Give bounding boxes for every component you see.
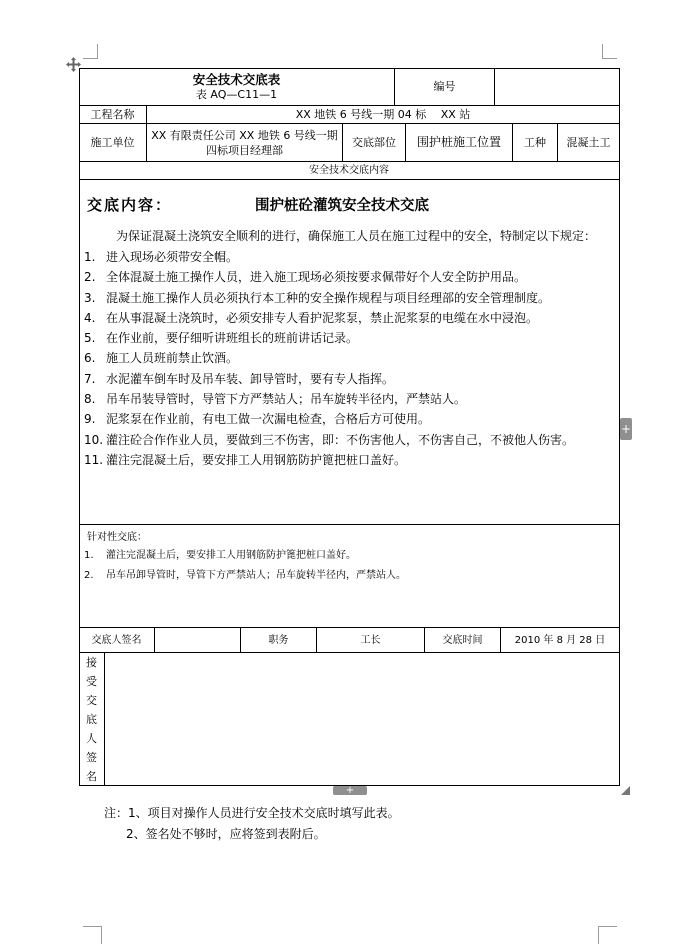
construction-unit-line1: XX 有限责任公司 XX 地铁 6 号线一期 bbox=[151, 128, 338, 142]
list-item: 9. 泥浆泵在作业前，有电工做一次漏电检查，合格后方可使用。 bbox=[84, 412, 431, 427]
disclosure-time-value[interactable]: 2010 年 8 月 28 日 bbox=[501, 628, 620, 653]
rules-list bbox=[84, 247, 574, 470]
crop-mark-top-right bbox=[602, 44, 617, 59]
list-item: 6. 施工人员班前禁止饮酒。 bbox=[84, 351, 239, 366]
list-item: 4. 在从事混凝土浇筑时，必须安排专人看护泥浆泵，禁止泥浆泵的电缆在水中浸泡。 bbox=[84, 310, 539, 325]
list-item: 8. 吊车吊装导管时，导管下方严禁站人；吊车旋转半径内，严禁站人。 bbox=[84, 392, 467, 407]
form-title-cell bbox=[79, 68, 395, 106]
insert-column-plus-icon[interactable]: + bbox=[620, 418, 632, 440]
list-item: 2. 吊车吊卸导管时，导管下方严禁站人；吊车旋转半径内，严禁站人。 bbox=[84, 570, 406, 581]
position-label: 职务 bbox=[241, 628, 317, 653]
list-item: 11. 灌注完混凝土后，要安排工人用钢筋防护篦把桩口盖好。 bbox=[84, 452, 407, 467]
list-item: 7. 水泥灌车倒车时及吊车装、卸导管时，要有专人指挥。 bbox=[84, 371, 395, 386]
targeted-list bbox=[84, 546, 406, 586]
content-intro: 为保证混凝土浇筑安全顺利的进行，确保施工人员在施工过程中的安全，特制定以下规定： bbox=[116, 229, 597, 243]
crop-mark-bottom-left bbox=[83, 926, 102, 944]
list-item: 2. 全体混凝土施工操作人员，进入施工现场必须按要求佩带好个人安全防护用品。 bbox=[84, 270, 527, 285]
discloser-label: 交底人签名 bbox=[79, 628, 155, 653]
position-value[interactable]: 工长 bbox=[317, 628, 425, 653]
serial-label: 编号 bbox=[395, 68, 495, 106]
location-label: 交底部位 bbox=[343, 124, 406, 162]
serial-value-cell[interactable] bbox=[495, 68, 620, 106]
targeted-heading: 针对性交底： bbox=[87, 532, 147, 543]
location-value[interactable]: 围护桩施工位置 bbox=[406, 124, 513, 162]
table-resize-handle-icon[interactable] bbox=[621, 786, 630, 795]
form-title: 安全技术交底表 bbox=[192, 71, 281, 87]
disclosure-time-label: 交底时间 bbox=[425, 628, 501, 653]
project-name-label: 工程名称 bbox=[79, 106, 147, 124]
safety-disclosure-table bbox=[79, 68, 620, 786]
notes bbox=[104, 803, 400, 845]
construction-unit-line2: 四标项目经理部 bbox=[206, 143, 283, 157]
trade-label: 工种 bbox=[513, 124, 558, 162]
list-item: 3. 混凝土施工操作人员必须执行本工种的安全操作规程与项目经理部的安全管理制度。 bbox=[84, 290, 551, 305]
list-item: 1. 灌注完混凝土后，要安排工人用钢筋防护篦把桩口盖好。 bbox=[84, 550, 356, 561]
receiver-signature-area[interactable] bbox=[105, 653, 620, 786]
discloser-signature-cell[interactable] bbox=[155, 628, 241, 653]
section-label: 安全技术交底内容 bbox=[79, 162, 620, 180]
construction-unit-label: 施工单位 bbox=[79, 124, 147, 162]
content-heading: 交底内容： bbox=[87, 196, 173, 214]
list-item: 1. 进入现场必须带安全帽。 bbox=[84, 250, 239, 264]
trade-value[interactable]: 混凝土工 bbox=[558, 124, 620, 162]
receiver-signature-label: 接 受 交 底 人 签 名 bbox=[79, 653, 105, 786]
note-line-1: 注：1、项目对操作人员进行安全技术交底时填写此表。 bbox=[104, 806, 400, 820]
project-name-value[interactable]: XX 地铁 6 号线一期 04 标 XX 站 bbox=[147, 106, 620, 124]
insert-row-plus-icon[interactable]: + bbox=[333, 786, 367, 795]
crop-mark-bottom-right bbox=[598, 926, 617, 944]
content-title: 围护桩砼灌筑安全技术交底 bbox=[255, 198, 429, 214]
note-line-2: 2、签名处不够时，应将签到表附后。 bbox=[126, 827, 326, 841]
form-code: 表 AQ—C11—1 bbox=[195, 87, 278, 101]
list-item: 5. 在作业前，要仔细听讲班组长的班前讲话记录。 bbox=[84, 331, 359, 346]
list-item: 10. 灌注砼合作作业人员，要做到三不伤害，即：不伤害他人，不伤害自己，不被他人伤害。 bbox=[84, 432, 575, 447]
crop-mark-top-left bbox=[83, 44, 98, 59]
construction-unit-value[interactable] bbox=[147, 124, 343, 162]
